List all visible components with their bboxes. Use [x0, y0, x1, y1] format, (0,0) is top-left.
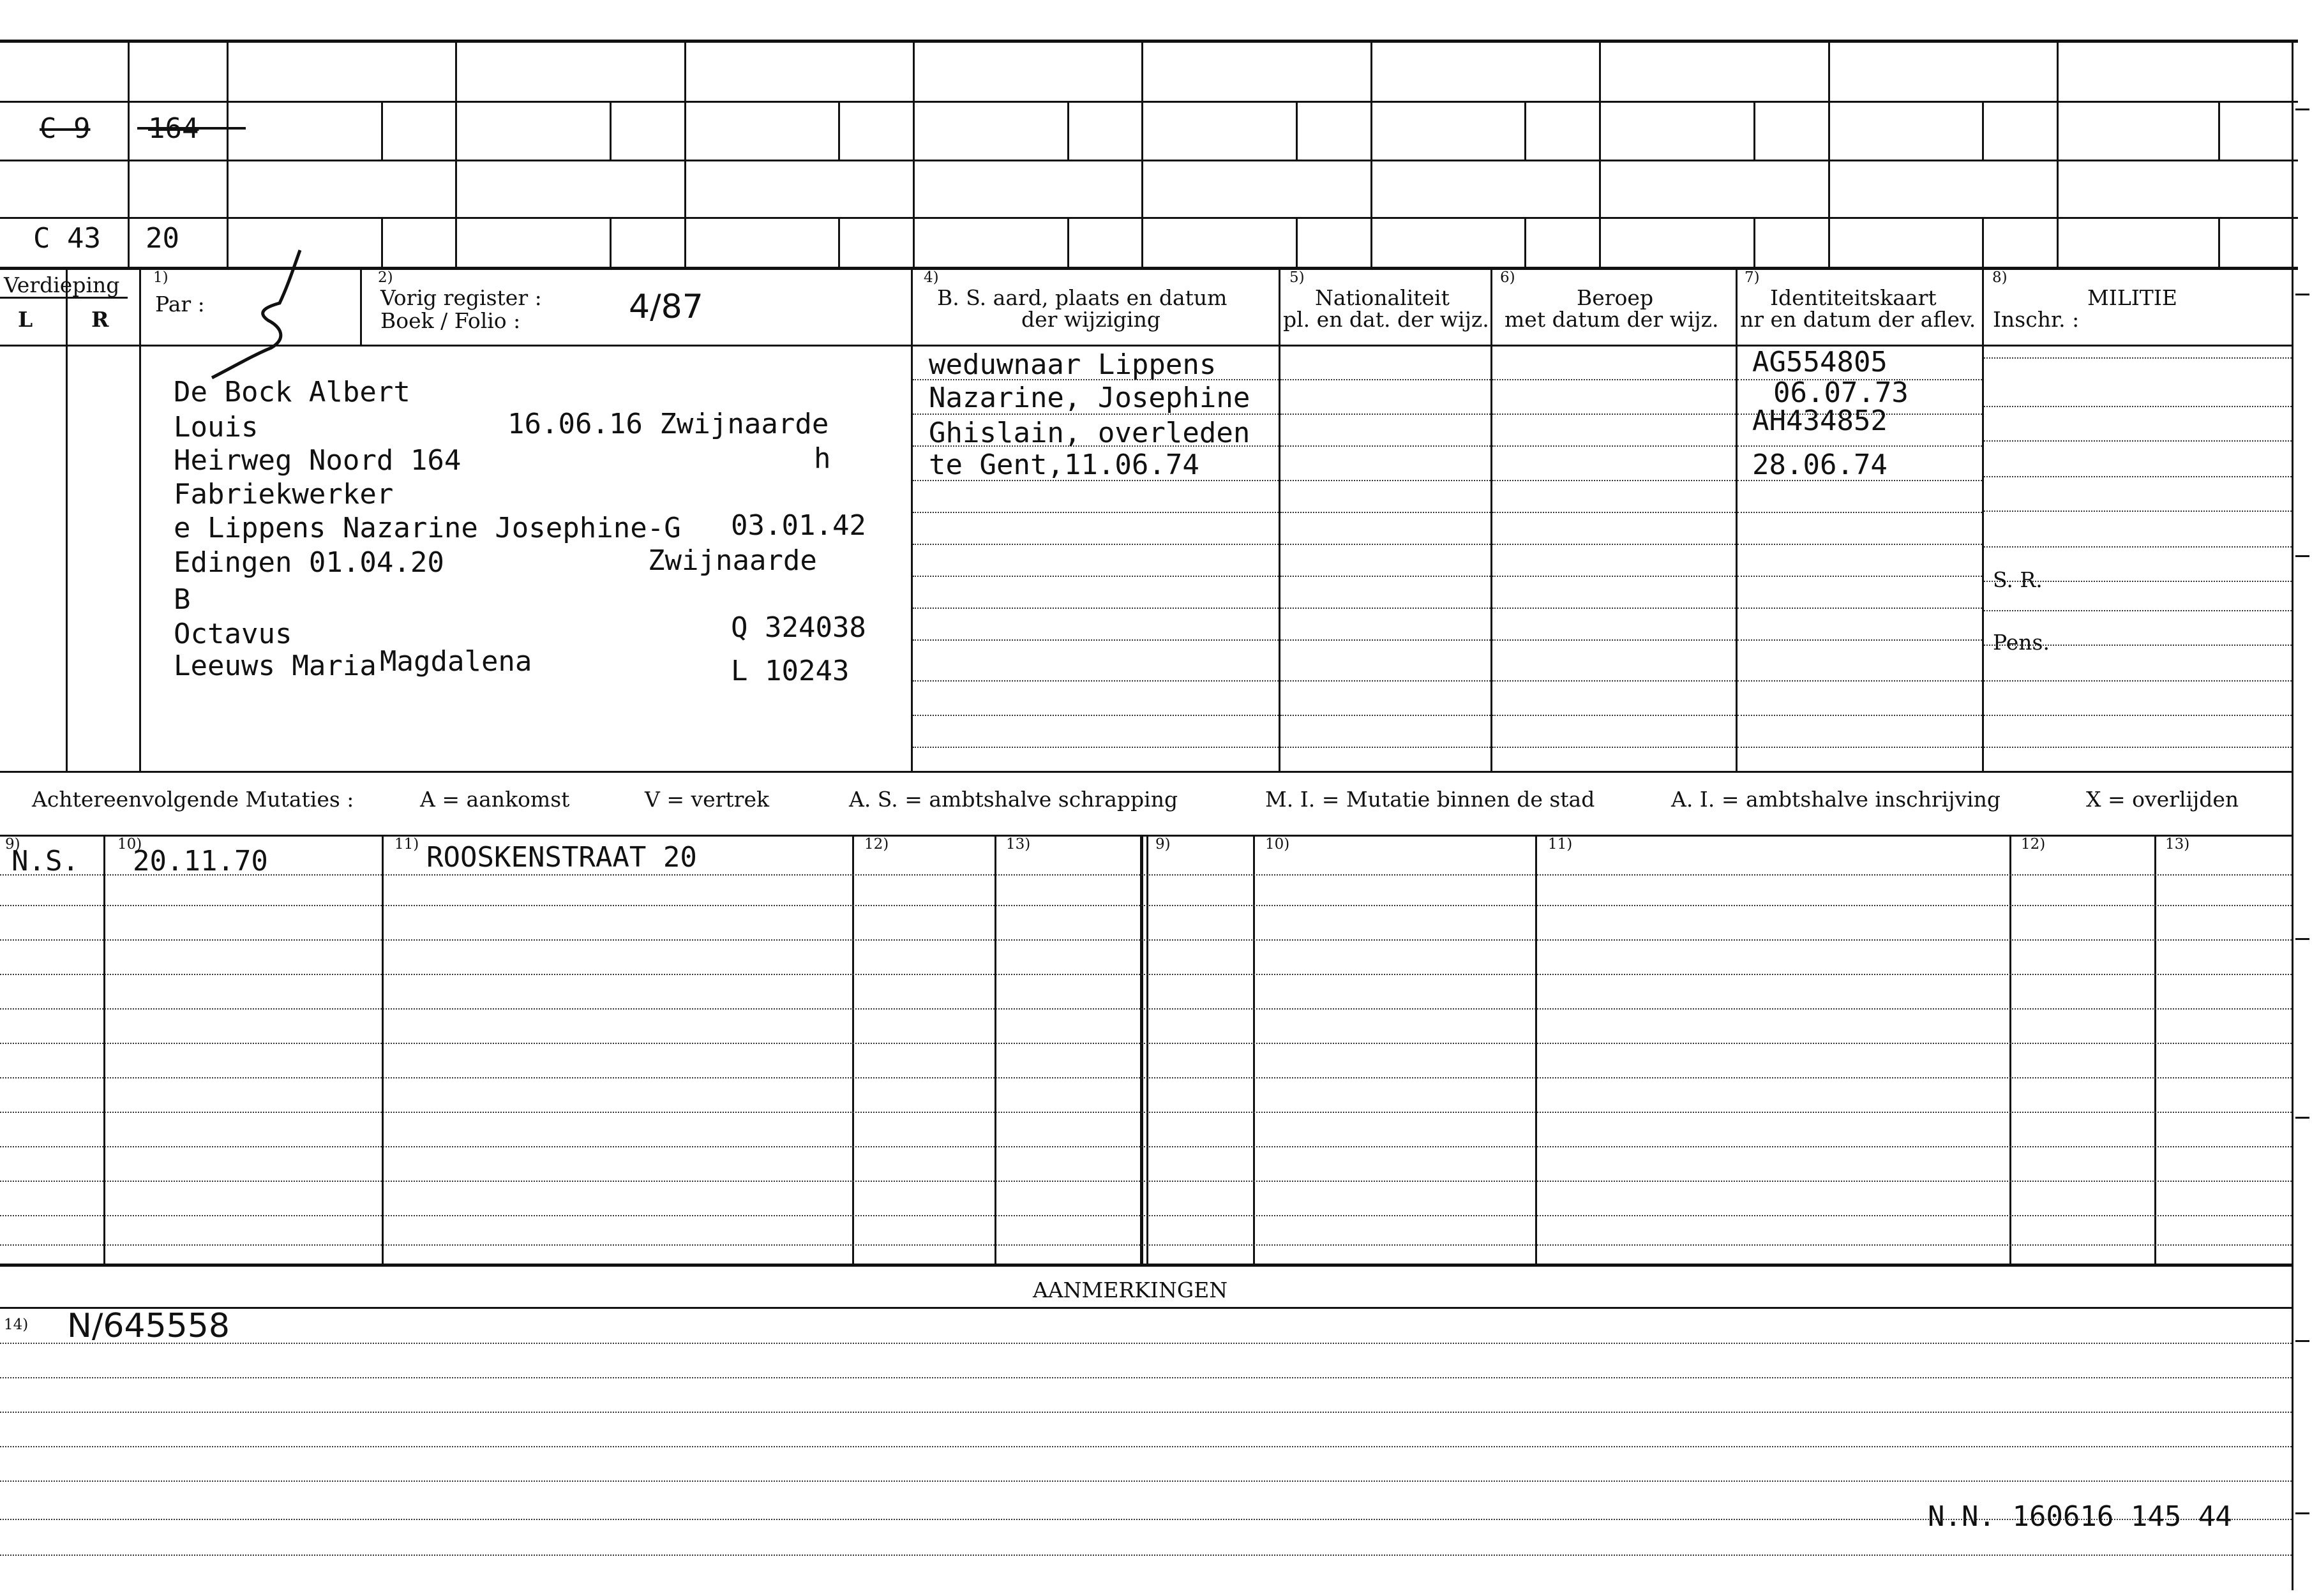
id-card-value: AH434852: [1752, 405, 1888, 437]
header-bottom-rule: [0, 345, 2292, 347]
mut-col-num: 10): [117, 836, 142, 853]
code-number: 20: [146, 222, 179, 255]
mutaties-col: [852, 835, 854, 1264]
mutaties-col: [103, 835, 105, 1264]
grid-subcol: [610, 217, 612, 267]
grid-subcol: [1067, 101, 1069, 160]
bs-change-line: Ghislain, overleden: [929, 417, 1250, 449]
bs-divider: [911, 267, 913, 771]
person-name: De Bock Albert: [174, 376, 410, 408]
aanmerkingen-rule: [0, 1307, 2292, 1309]
inschr-label: Inschr. :: [1993, 307, 2080, 332]
grid-col: [684, 40, 686, 267]
bs-change-line: Nazarine, Josephine: [929, 382, 1250, 414]
id-header-line2: nr en datum der aflev.: [1740, 307, 1976, 332]
grid-line: [0, 267, 2298, 270]
margin-tick: [2295, 555, 2309, 557]
person-mother: Leeuws Maria: [174, 650, 377, 682]
mut-col-num: 13): [2165, 836, 2190, 853]
r-label: R: [91, 307, 109, 332]
vorig-register-label: Vorig register :: [380, 285, 542, 310]
person-spouse: e Lippens Nazarine Josephine-G: [174, 512, 681, 544]
grid-subcol: [2218, 101, 2220, 160]
grid-subcol: [1296, 101, 1298, 160]
vorig-divider: [360, 267, 362, 345]
l-label: L: [18, 307, 33, 332]
person-marriage-date: 03.01.42: [731, 509, 866, 542]
grid-col: [913, 40, 915, 267]
par-label: Par :: [155, 292, 205, 317]
margin-tick: [2295, 108, 2309, 110]
grid-subcol: [1753, 101, 1755, 160]
nat-num: 5): [1289, 269, 1305, 286]
militie-label: MILITIE: [2087, 285, 2177, 310]
par-num: 1): [153, 269, 169, 286]
grid-subcol: [1982, 217, 1984, 267]
mut-col-num: 13): [1006, 836, 1031, 853]
person-marriage-place: Zwijnaarde: [648, 544, 817, 577]
legend-inschrijving: A. I. = ambtshalve inschrijving: [1671, 787, 2001, 812]
person-b: B: [174, 583, 191, 616]
grid-col: [1370, 40, 1372, 267]
id-divider: [1736, 267, 1738, 771]
person-mother-extra: Magdalena: [380, 645, 532, 678]
vorig-register-value: 4/87: [629, 288, 703, 326]
mut-col-num: 9): [1155, 836, 1171, 853]
mutaties-col: [382, 835, 384, 1264]
mutaties-col: [1146, 835, 1148, 1264]
strike-line: [137, 127, 246, 130]
grid-col: [455, 40, 457, 267]
person-spouse-birth: Edingen 01.04.20: [174, 546, 444, 579]
margin-tick: [2295, 1512, 2309, 1514]
person-mother-no: L 10243: [731, 655, 850, 687]
person-father: Octavus: [174, 618, 292, 650]
verdieping-label: Verdieping: [4, 272, 120, 297]
sr-label: S. R.: [1993, 567, 2043, 592]
grid-line: [0, 160, 2298, 161]
margin-tick: [2295, 294, 2309, 295]
grid-subcol: [838, 101, 840, 160]
mutaties-col: [1535, 835, 1537, 1264]
grid-col: [1141, 40, 1143, 267]
remarks-num: 14): [4, 1316, 29, 1333]
grid-subcol: [610, 101, 612, 160]
person-address: Heirweg Noord 164: [174, 444, 462, 477]
boek-folio-label: Boek / Folio :: [380, 308, 521, 333]
code-letter: C 43: [33, 222, 101, 255]
mutaties-center-col: [1140, 835, 1143, 1264]
pens-label: Pens.: [1993, 630, 2050, 655]
id-card-value: AG554805: [1752, 346, 1888, 378]
mil-num: 8): [1992, 269, 2008, 286]
nat-header-line2: pl. en dat. der wijz.: [1283, 307, 1489, 332]
legend-overlijden: X = overlijden: [2086, 787, 2239, 812]
old-code-number: 164: [148, 112, 199, 145]
mutatie-type: N.S.: [11, 845, 79, 877]
vorig-num: 2): [378, 269, 393, 286]
grid-subcol: [1982, 101, 1984, 160]
grid-subcol: [2218, 217, 2220, 267]
person-firstname: Louis: [174, 411, 259, 444]
mut-col-num: 11): [1548, 836, 1573, 853]
grid-col: [227, 40, 229, 267]
grid-subcol: [1067, 217, 1069, 267]
grid-subcol: [1296, 217, 1298, 267]
beroep-header-line2: met datum der wijz.: [1505, 307, 1719, 332]
handwritten-bracket-icon: [204, 242, 319, 383]
mutaties-label: Achtereenvolgende Mutaties :: [32, 787, 354, 812]
mutaties-col: [995, 835, 996, 1264]
mutatie-date: 20.11.70: [133, 845, 268, 877]
person-occupation: Fabriekwerker: [174, 478, 394, 511]
grid-subcol: [1753, 217, 1755, 267]
grid-subcol: [381, 101, 383, 160]
bs-num: 4): [924, 269, 939, 286]
mut-col-num: 12): [2021, 836, 2046, 853]
margin-tick: [2295, 938, 2309, 940]
grid-line: [0, 101, 2298, 103]
mutaties-col: [1253, 835, 1255, 1264]
person-h-mark: h: [814, 442, 831, 475]
grid-subcol: [381, 217, 383, 267]
margin-tick: [2295, 1340, 2309, 1342]
mutaties-bottom-rule: [0, 1264, 2292, 1267]
grid-col: [1828, 40, 1830, 267]
main-bottom-rule: [0, 771, 2292, 773]
top-border: [0, 40, 2298, 43]
mutaties-col: [2154, 835, 2156, 1264]
margin-tick: [2295, 1117, 2309, 1119]
old-code-letter: C 9: [40, 112, 91, 145]
legend-mutatie-stad: M. I. = Mutatie binnen de stad: [1265, 787, 1595, 812]
mut-col-num: 12): [864, 836, 889, 853]
grid-col: [128, 40, 130, 267]
legend-schrapping: A. S. = ambtshalve schrapping: [849, 787, 1178, 812]
mut-col-num: 9): [5, 836, 20, 853]
grid-subcol: [1524, 217, 1526, 267]
grid-line: [0, 217, 2298, 219]
mutaties-col: [2009, 835, 2011, 1264]
id-num: 7): [1745, 269, 1760, 286]
bs-header-line2: der wijziging: [1021, 307, 1160, 332]
right-border: [2292, 40, 2293, 1590]
grid-col: [1599, 40, 1601, 267]
grid-subcol: [838, 217, 840, 267]
beroep-divider: [1490, 267, 1492, 771]
nn-number: N.N. 160616 145 44: [1928, 1500, 2232, 1533]
grid-col: [2057, 40, 2059, 267]
beroep-header-line1: Beroep: [1577, 285, 1654, 310]
person-father-no: Q 324038: [731, 611, 866, 644]
verdieping-divider: [66, 267, 68, 771]
bs-header-line1: B. S. aard, plaats en datum: [937, 285, 1227, 310]
mil-divider: [1982, 267, 1984, 771]
mut-col-num: 10): [1265, 836, 1290, 853]
id-header-line1: Identiteitskaart: [1770, 285, 1937, 310]
id-card-value: 28.06.74: [1752, 449, 1888, 481]
nat-divider: [1279, 267, 1280, 771]
id-card-value: 06.07.73: [1773, 377, 1909, 409]
mutatie-address: ROOSKENSTRAAT 20: [426, 841, 697, 874]
remarks-value: N/645558: [67, 1307, 230, 1345]
mutaties-top-rule: [0, 835, 2292, 837]
bs-change-line: weduwnaar Lippens: [929, 348, 1217, 381]
legend-aankomst: A = aankomst: [420, 787, 570, 812]
bs-change-line: te Gent,11.06.74: [929, 449, 1199, 481]
mut-col-num: 11): [394, 836, 419, 853]
person-birth: 16.06.16 Zwijnaarde: [507, 408, 829, 440]
main-divider: [139, 267, 141, 771]
grid-subcol: [1524, 101, 1526, 160]
beroep-num: 6): [1500, 269, 1515, 286]
legend-vertrek: V = vertrek: [645, 787, 769, 812]
aanmerkingen-title: AANMERKINGEN: [1033, 1278, 1228, 1302]
nat-header-line1: Nationaliteit: [1315, 285, 1450, 310]
